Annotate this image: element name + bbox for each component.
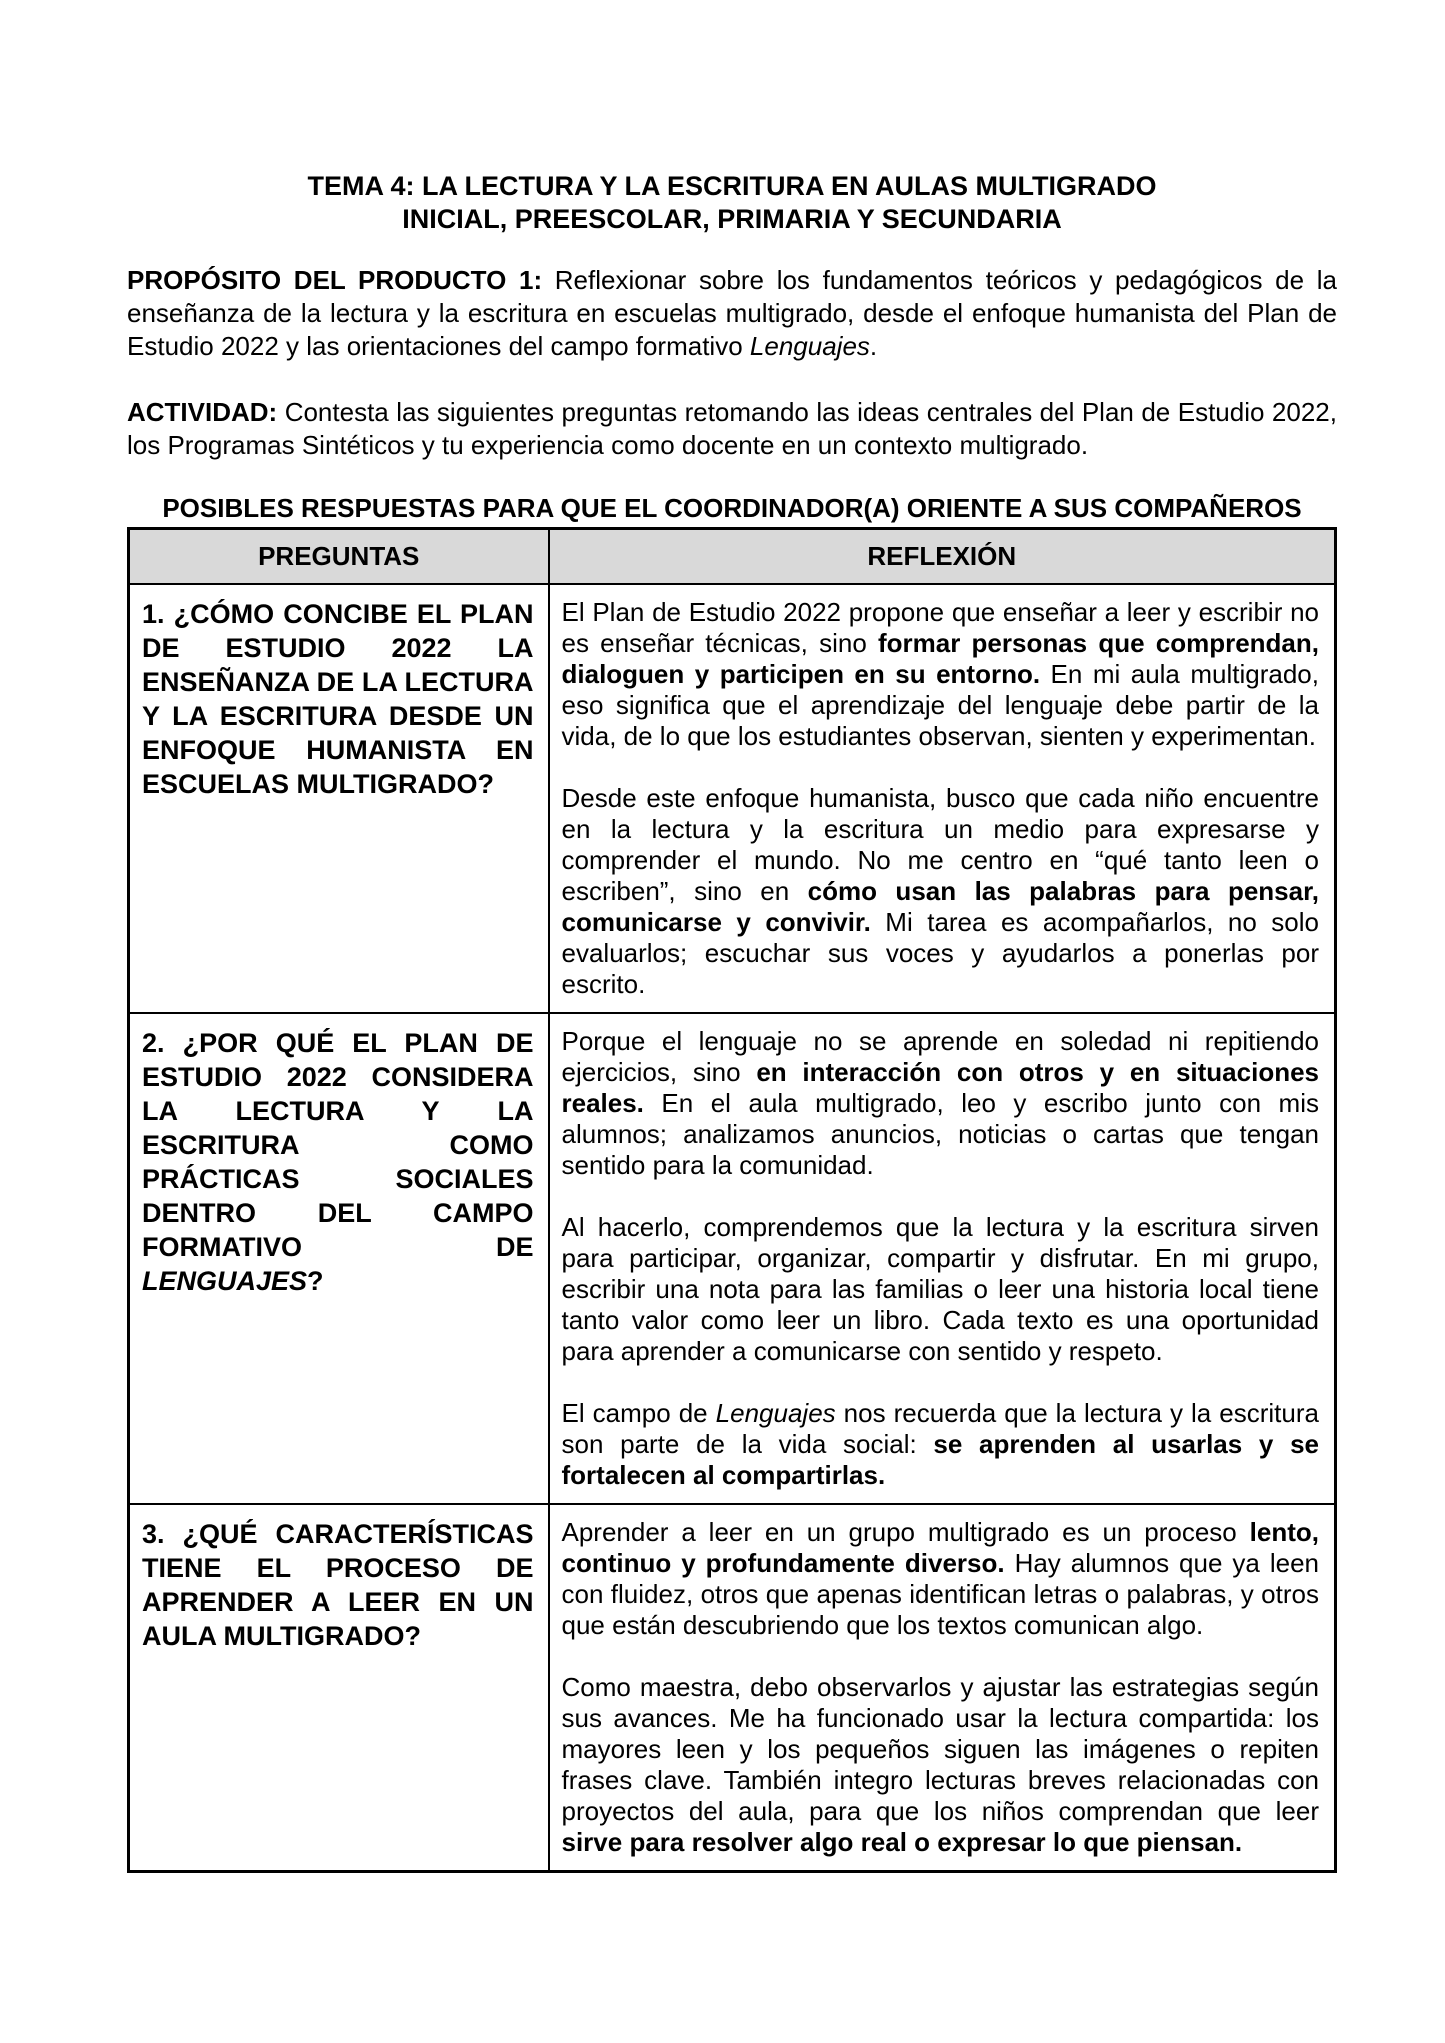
text-run: . bbox=[869, 331, 878, 361]
column-header-reflexion: REFLEXIÓN bbox=[549, 529, 1336, 585]
question-cell-2 bbox=[129, 1013, 549, 1504]
text-run: 1. ¿CÓMO CONCIBE EL PLAN DE ESTUDIO 2022 LA ENSEÑANZA DE LA LECTURA Y LA ESCRITURA DESDE UN ENFOQUE HUMANISTA EN ESCUELAS MULTIGRADO? bbox=[142, 599, 534, 799]
reflection-cell-1 bbox=[549, 584, 1336, 1013]
document-title bbox=[127, 170, 1337, 236]
text-run: sirve para resolver algo real o expresar lo que piensan. bbox=[561, 1827, 1243, 1857]
question-text-3 bbox=[142, 1517, 534, 1653]
text-run: 3. ¿QUÉ CARACTERÍSTICAS TIENE EL PROCESO DE APRENDER A LEER EN UN AULA MULTIGRADO? bbox=[142, 1519, 534, 1651]
questions-table bbox=[127, 527, 1337, 1873]
reflection-paragraph bbox=[562, 1026, 1320, 1181]
text-run: Mi tarea es acompañarlos, no solo evaluarlos; escuchar sus voces y ayudarlos a ponerlas por escrito. bbox=[561, 907, 1320, 999]
reflection-cell-2 bbox=[549, 1013, 1336, 1504]
question-text-2 bbox=[142, 1026, 534, 1298]
text-run: El campo de bbox=[561, 1398, 716, 1428]
text-run: lento, continuo y profundamente diverso. bbox=[561, 1517, 1319, 1578]
column-header-preguntas: PREGUNTAS bbox=[129, 529, 549, 585]
actividad-paragraph bbox=[127, 396, 1337, 462]
proposito-paragraph bbox=[127, 264, 1337, 363]
text-run: Contesta las siguientes preguntas retomando las ideas centrales del Plan de Estudio 2022, los Programas Sintéticos y tu experiencia como docente en un contexto multigrado. bbox=[127, 397, 1337, 460]
text-run: Al hacerlo, comprendemos que la lectura y la escritura sirven para participar, organizar, compartir y disfrutar. En mi grupo, escribir una nota para las familias o leer una historia local tiene tanto valor como leer un libro. Cada texto es una oportunidad para aprender a comunicarse con sentido y respeto. bbox=[561, 1212, 1319, 1366]
text-run: PROPÓSITO DEL PRODUCTO 1: bbox=[127, 265, 555, 295]
text-run: Hay alumnos que ya leen con fluidez, otros que apenas identifican letras o palabras, y otros que están descubriendo que los textos comunican algo. bbox=[561, 1548, 1319, 1640]
title-line-1: TEMA 4: LA LECTURA Y LA ESCRITURA EN AULAS MULTIGRADO bbox=[307, 171, 1157, 201]
text-run: nos recuerda que la lectura y la escritura son parte de la vida social: bbox=[561, 1398, 1319, 1459]
text-run: En el aula multigrado, leo y escribo junto con mis alumnos; analizamos anuncios, noticias o cartas que tengan sentido para la comunidad. bbox=[561, 1088, 1319, 1180]
text-run: 2. ¿POR QUÉ EL PLAN DE ESTUDIO 2022 CONSIDERA LA LECTURA Y LA ESCRITURA COMO PRÁCTICAS SOCIALES DENTRO DEL CAMPO FORMATIVO DE bbox=[142, 1028, 534, 1262]
reflection-paragraph bbox=[562, 597, 1320, 752]
reflection-cell-3 bbox=[549, 1504, 1336, 1872]
question-cell-3 bbox=[129, 1504, 549, 1872]
text-run: formar personas que comprendan, dialoguen y participen en su entorno. bbox=[561, 628, 1319, 689]
text-run: Reflexionar sobre los fundamentos teóricos y pedagógicos de la enseñanza de la lectura y la escritura en escuelas multigrado, desde el enfoque humanista del Plan de Estudio 2022 y las orientaciones del campo formativo bbox=[127, 265, 1337, 361]
text-run: Lenguajes bbox=[715, 1398, 836, 1428]
reflection-paragraph bbox=[562, 783, 1320, 1000]
reflection-paragraph bbox=[562, 1517, 1320, 1641]
text-run: En mi aula multigrado, eso significa que el aprendizaje del lenguaje debe partir de la vida, de lo que los estudiantes observan, sienten y experimentan. bbox=[561, 659, 1319, 751]
table-row-1 bbox=[129, 584, 1336, 1013]
text-run: ACTIVIDAD: bbox=[127, 397, 285, 427]
text-run: El Plan de Estudio 2022 propone que enseñar a leer y escribir no es enseñar técnicas, sino bbox=[561, 597, 1319, 658]
table-heading: POSIBLES RESPUESTAS PARA QUE EL COORDINADOR(A) ORIENTE A SUS COMPAÑEROS bbox=[162, 493, 1302, 523]
text-run: Como maestra, debo observarlos y ajustar las estrategias según sus avances. Me ha funcionado usar la lectura compartida: los mayores leen y los pequeños siguen las imágenes o repiten frases clave. También integro lecturas breves relacionadas con proyectos del aula, para que los niños comprendan que leer bbox=[561, 1672, 1319, 1826]
text-run: LENGUAJES bbox=[142, 1266, 308, 1296]
text-run: ? bbox=[307, 1266, 324, 1296]
table-header-row bbox=[129, 529, 1336, 585]
reflection-paragraph bbox=[562, 1672, 1320, 1858]
text-run: cómo usan las palabras para pensar, comunicarse y convivir. bbox=[561, 876, 1319, 937]
reflection-paragraph bbox=[562, 1398, 1320, 1491]
text-run: en interacción con otros y en situaciones reales. bbox=[561, 1057, 1320, 1118]
question-text-1 bbox=[142, 597, 534, 801]
question-cell-1 bbox=[129, 584, 549, 1013]
table-row-3 bbox=[129, 1504, 1336, 1872]
text-run: se aprenden al usarlas y se fortalecen al compartirlas. bbox=[561, 1429, 1319, 1490]
text-run: Aprender a leer en un grupo multigrado es un proceso bbox=[561, 1517, 1250, 1547]
table-row-2 bbox=[129, 1013, 1336, 1504]
text-run: Lenguajes bbox=[749, 331, 870, 361]
text-run: Porque el lenguaje no se aprende en soledad ni repitiendo ejercicios, sino bbox=[561, 1026, 1319, 1087]
reflection-paragraph bbox=[562, 1212, 1320, 1367]
text-run: Desde este enfoque humanista, busco que cada niño encuentre en la lectura y la escritura un medio para expresarse y comprender el mundo. No me centro en “qué tanto leen o escriben”, sino en bbox=[561, 783, 1319, 906]
title-line-2: INICIAL, PREESCOLAR, PRIMARIA Y SECUNDARIA bbox=[402, 204, 1062, 234]
